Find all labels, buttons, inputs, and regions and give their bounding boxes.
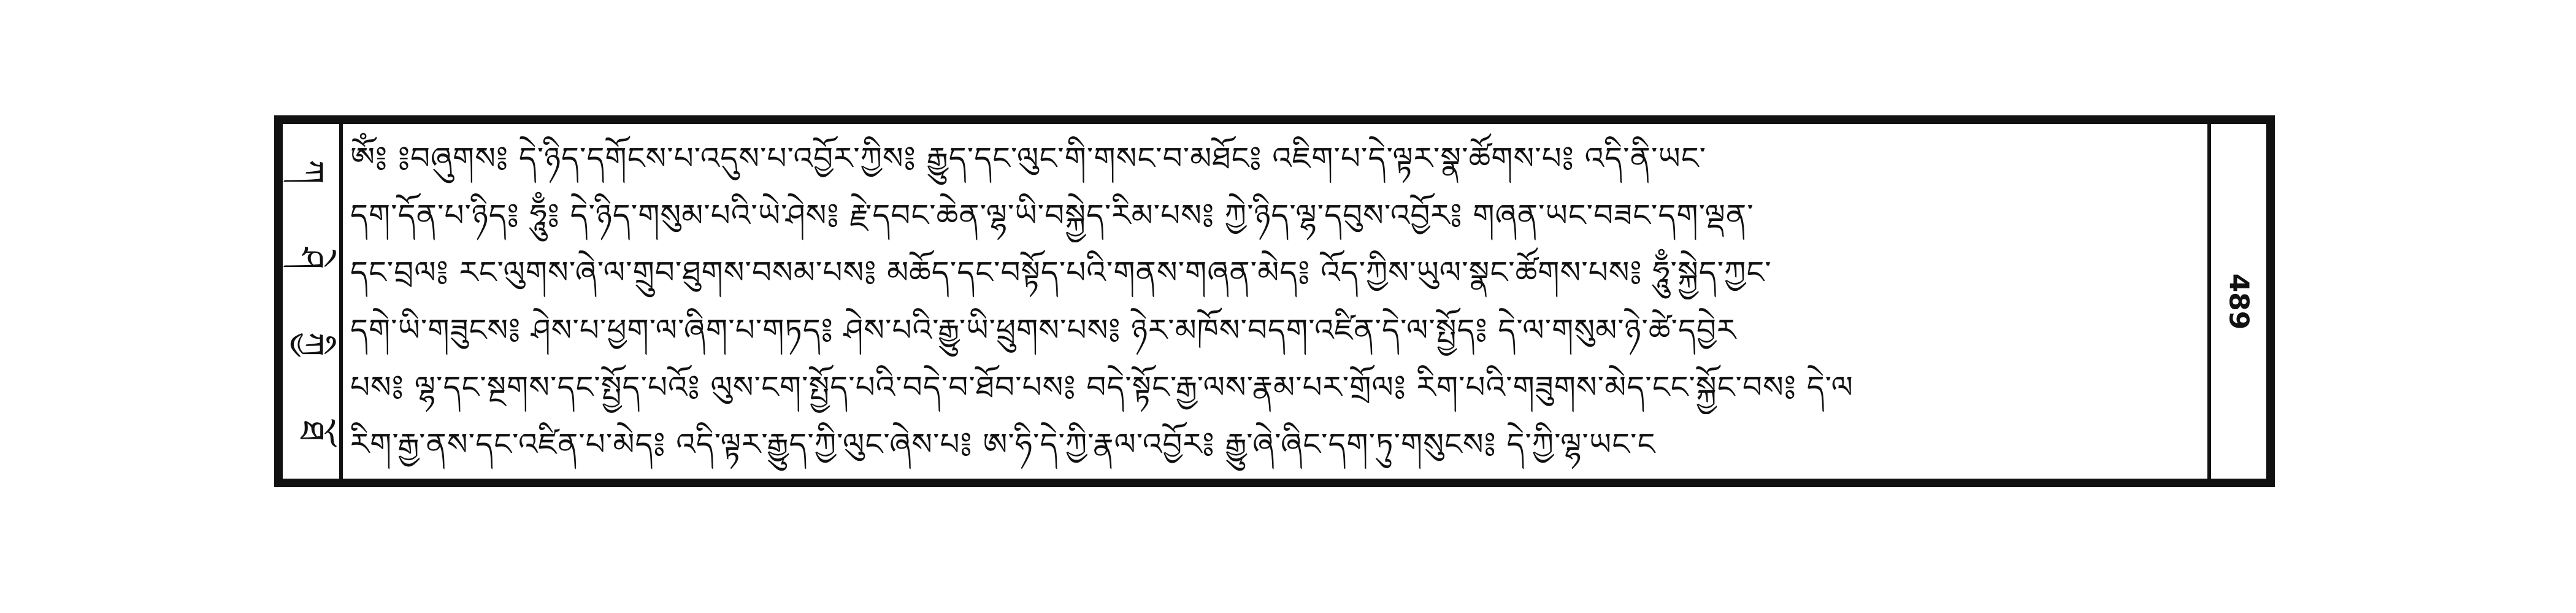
text-line: དག་དོན་པ་ཉིད༔ ཧཱུྃ༔ དེ་ཉིད་གསུམ་པའི་ཡེ་ཤེས༔ རྗེ་དབང་ཆེན་ལྷ་ཡི་བསྐྱེད་རིམ་པས༔ ཀྱེ་ཉིད་ལྷ་དབུས་འབྱོར༔ གཞན་ཡང་བཟང་དག་ལྡན་: [350, 198, 1754, 234]
text-line: རིག་རྒྱ་ནས་དང་འཛིན་པ་མེད༔ འདི་ལྟར་རྒྱུད་ཀྱི་ལུང་ཞེས་པ༔ ཨ་ཧི་དེ་ཀྱི་རྣལ་འབྱོར༔ རྒྱུ་ཞེ་ཞིང་དག་ཏུ་གསུངས༔ དེ་ཀྱི་ལྷ་ཡང་ང: [350, 426, 1656, 462]
text-block: [350, 131, 2199, 471]
right-margin: [2207, 124, 2266, 479]
text-line: དགེ་ཡི་གཟུངས༔ ཤེས་པ་ཕྱག་ལ་ཞིག་པ་གཏད༔ ཤེས་པའི་རྒྱུ་ཡི་ཕྲུགས་པས༔ ཉེར་མཁོས་བདག་འཛིན་དེ་ལ་སྤྱོད༔ དེ་ལ་གསུམ་ཉེ་ཚེ་དབྱེར: [350, 312, 1737, 348]
left-margin: [283, 124, 343, 479]
margin-mark: ཤེ: [291, 247, 331, 269]
margin-mark: ཀྱི: [291, 332, 331, 357]
margin-mark: ཐོ: [291, 420, 331, 441]
margin-mark: ཀ: [291, 160, 331, 184]
text-line: པས༔ ལྷ་དང་སྔགས་དང་སྤྱོད་པའོ༔ ལུས་ངག་སྤྱོད་པའི་བདེ་བ་ཐོབ་པས༔ བདེ་སྟོང་རྒྱ་ལས་རྣམ་པར་གྲོལ༔ རིག་པའི་གཟུགས་མེད་ངང་སྐྱོང་བས༔ དེ་ལ: [350, 369, 1853, 405]
page-number: 489: [2223, 273, 2255, 330]
manuscript-folio: [274, 115, 2275, 487]
text-line: དང་བྲལ༔ རང་ལུགས་ཞེ་ལ་གྲུབ་ཐུགས་བསམ་པས༔ མཆོད་དང་བསྟོད་པའི་གནས་གཞན་མེད༔ འོད་ཀྱིས་ཡུལ་སྣང་ཚོགས་པས༔ ཧཱུྃ་སྐྱེད་ཀྱང་: [350, 255, 1772, 291]
text-line: ༀ༔ ༔བཞུགས༔ དེ་ཉིད་དགོངས་པ་འདུས་པ་འབྱོར་ཀྱིས༔ རྒྱུད་དང་ལུང་གི་གསང་བ་མཐོང༔ འཇིག་པ་དེ་ལྟར་སྣ་ཚོགས་པ༔ འདི་ནི་ཡང་: [350, 141, 1707, 176]
